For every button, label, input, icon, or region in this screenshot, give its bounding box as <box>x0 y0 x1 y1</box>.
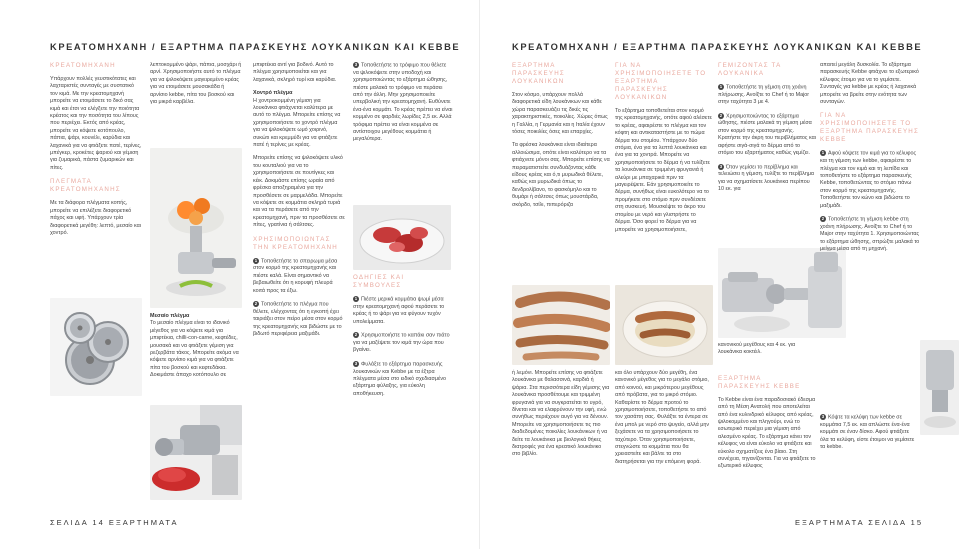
column-1 <box>512 62 610 215</box>
medium-plate-subheading: Μεσαίο πλέγμα <box>150 313 190 319</box>
step-number-1: 1 <box>254 257 258 263</box>
grinder-step-2: 2 Τοποθετήστε το πλέγμα που θέλετε, ελέγχοντας ότι η εγκοπή έχει ταιριάξει στον πείρο μέσα στον κορμό της κρεατομηχανής και βιδώστε με το βιδωτό περιφέρεια μαξιμάδι. <box>253 300 343 338</box>
section-heading-tips: ΟΔΗΓΙΕΣ ΚΑΙ ΣΥΜΒΟΥΛΕΣ <box>353 274 405 289</box>
page-15 <box>480 0 959 549</box>
column-4-lower <box>820 414 918 457</box>
column-3 <box>718 62 816 200</box>
sausage-intro-paragraph: Στον κόσμο, υπάρχουν πολλά διαφορετικά είδη λουκάνικων και κάθε χώρα παρασκευάζει τις δικές τις χαρακτηριστικές, ποικιλίες. Χώρες όπως η Γαλλία, η Γερμανία και η Ιταλία έχουν τόσες ποικιλίες όσες και επαρχίες. <box>512 92 608 136</box>
coarse-plate-paragraph: Η χοντροκομμένη γέμιση για λουκάνικα φτιάχνεται καλύτερα με αυτό το πλέγμα. Μπορείτε επίσης να χρησιμοποιήσετε το χοντρό πλέγμα για να ψιλοκόψετε ωμό χοιρινό, συκώτι και κρεμμύδι για να φτιάξετε πατέ ή τερίνες με κρέας. <box>253 97 341 149</box>
tip-number-1: 1 <box>354 296 358 301</box>
section-heading-filling-sausages: ΓΕΜΙΖΟΝΤΑΣ ΤΑ ΛΟΥΚΑΝΙΚΑ <box>718 62 782 77</box>
kebbe-intro-paragraph: Το Kebbe είναι ένα παραδοσιακό έδεσμα από τη Μέση Ανατολή που αποτελείται από ένα κυλινδρικό κέλυφος από κρέας, ψιλοκομμένο και πληγούρι, ενώ το εσωτερικό περιέχει μια γέμιση από αλεσμένο κρέας. Το εξάρτημα κάνει τον κέλυφος να είναι εύκολο να φτιάξετε και εύκολο σχηματίζεις ένα βίαιο. Στη συνέχεια, τηγανίζονται. Για να φτιάξετε το εξωτερικό κέλυφος <box>718 396 816 470</box>
tip-number-3: 3 <box>354 360 358 366</box>
column-2 <box>150 62 242 112</box>
minced-meat-photo <box>353 205 451 270</box>
tip-number-2: 2 <box>354 332 358 338</box>
tip-3: 3 Φυλάξτε το εξάρτημα παρασκευής λουκανικών και Kebbe με τα έξτρα πλέγματα μέσα στο ειδικό σχεδιασμένο εξάρτημα φύλαξης, για εύκολη αποθήκευση. <box>353 360 447 397</box>
column-2 <box>615 62 713 240</box>
sausage-casing-paragraph: και όλο υπάρχουν δύο μεγέθη, ένα κανονικό μέγεθος για το μεγάλο στόμιο, από κοινού, και μικρότερου μεγέθους από πρόβατα, για το μικρό στόμιο. Καθαρίστε το δέρμα προτού το χρησιμοποιήσετε, τοποθετήστε το από τον χασάπη σας. Φυλάξτε τα έντερα σε ένα μπολ με νερό στο ψυγείο, αλλά μην ξεχάσετε να τα χρησιμοποιήσετε το ταχύτερο. Όταν χρησιμοποιήσετε, στεγνώστε τα κομμάτια που θα χρειαστείτε και βάλτε τα στο διατηρήσεται για την επόμενη φορά. <box>615 370 710 465</box>
column-1-lower <box>512 370 610 465</box>
filling-step-2: 2 Χρησιμοποιώντας το εξάρτημα ώθησης, πιέστε μαλακά τη γέμιση μέσα στον κορμό της κρεατομηχανής. Κρατήστε την άκρη του περιβλήματος και αφήστε σιγά-σιγά το δέρμα από το στόμιο του εξαρτήματος καθώς γεμίζει. <box>718 112 816 157</box>
page-footer: ΣΕΛΙΔΑ 14 ΕΞΑΡΤΗΜΑΤΑ <box>50 518 179 527</box>
sausage-attachment-paragraph: Το εξάρτημα τοποθετείται στον κορμό της κρεατομηχανής, οπότε αφού αλέσετε το κρέας, αφαιρέστε το πλέγμα και τον κόφτη και αντικαταστήστε με το πώμα δέρμα του στομίου. Υπάρχουν δύο στόμια, ένα για τα λεπτά λουκάνικα και ένα για τα χοντρά. Μπορείτε να χρησιμοποιήσετε το δέρμα ή να τυλίξετε τα λουκάνικα σε τριμμένη φρυγανιά ή αλεύρι με μπαχαρικά πριν τα μαγειρέψετε. Εάν χρησιμοποιείτε το δέρμα, συνήθως είναι ευκολότερο να το προμήκετε στο στόμιο πριν συνδέσετε στη συσκευή. Μουσκέψτε το άκρο του στομίου με νερό και γλιστρήστε το δέρμα. Όσο φορεί το δέρμα για να μπορείτε να χρησιμοποιήσετε, <box>615 108 712 233</box>
grinder-step-1: 1 Τοποθετήστε το σπειρωμα μέσα στον κορμό της κρεατομηχανής και πιέστε καλά. Είναι σημαντικό να βεβαιωθείτε ότι η κορυφή πλευρά κοιτά προς τα έξω. <box>253 257 338 294</box>
kebbe-step-3: 3 Κόψτε τα κελύφη των kebbe σε κομμάτια 7,5 εκ. και απλώστε ένα-ένα κομμάτι σε έναν δίσκο. Αφού φτιάξετε όλα τα κελύφη, είστε έτοιμοι να γεμίσετε τα kebbe. <box>820 414 915 451</box>
step-number-3: 3 <box>821 414 825 419</box>
column-2-lower <box>150 313 242 386</box>
fine-plate-paragraph-continued: λεπτοκομμένο ψάρι, πάπια, μοσχάρι ή αρνί. Χρησιμοποιήστε αυτό το πλέγμα για να ψιλοκόψετε μαγειρεμένο κρέας για να ετοιμάσετε μουσακάδα ή αρνίσιο kebbe, πίτα του βοσκού και για μικρά καρβέλα. <box>150 62 242 106</box>
page-14 <box>0 0 479 549</box>
column-4 <box>353 62 453 150</box>
spacer <box>718 363 816 375</box>
section-heading-grinder-plates: ΠΛΕΓΜΑΤΑ ΚΡΕΑΤΟΜΗΧΑΝΗΣ <box>50 178 121 194</box>
tip-1: 1 Πιέστε μερικά κομμάτια ψωμί μέσα στην κρεατομηχανή αφού περάσετε το κρέας ή το ψάρι για να φύγουν τυχόν υπολείμματα. <box>353 296 445 325</box>
sausages-plate-photo <box>615 285 713 365</box>
sausages-photo <box>512 285 610 365</box>
section-heading-sausage-attachment: ΕΞΑΡΤΗΜΑ ΠΑΡΑΣΚΕΥΗΣ ΛΟΥΚΑΝΙΚΩΝ <box>512 62 565 85</box>
sausage-fresh-paragraph: Τα φρέσκα λουκάνικα είναι ιδιαίτερα αλλοιώσιμα, οπότε είναι καλύτερο να τα φτιάχνετε μόνοι σας. Μπορείτε επίσης να πειραματιστείτε συνδυάζοντας κάθε είδους κρέας και ό,τι μυρωδικά θέλετε, καθώς και μυρωδικά όπως το δενδρολίβανο, το φασκόμηλο και το θυμάρι ή σάλτσες όπως μουστάρδα, σκόρδο, τσίλι, πιπερόριζα <box>512 142 610 208</box>
grinder-step-3: 3 Τοποθετήστε το τρόφιμο που θέλετε να ψιλοκόψετε στην υποδοχή και χρησιμοποιώντας το εξάρτημα ώθησης, πιέστε μαλακά το τρόφιμο να περάσει από την άλλη. Μην χρησιμοποιείτε υπερβολική την κρεατομηχανή. Ευθύνετε ένα-ένα κομμάτι. Το κρέας πρέπει να είναι κομμένο σε φαρδιές λωρίδες 2,5 εκ. Αλλά τρόφιμα πρέπει να είναι κομμένα σε αντίστοιχου μεγέθους κομμάτια ή μεγαλύτερα. <box>353 62 453 143</box>
kebbe-attachment-photo <box>920 340 959 435</box>
column-4 <box>820 62 920 260</box>
page-header: ΚΡΕΑΤΟΜΗΧΑΝΗ / ΕΞΑΡΤΗΜΑ ΠΑΡΑΣΚΕΥΗΣ ΛΟΥΚΑΝΙΚΩΝ ΚΑΙ ΚΕΒΒΕ <box>50 42 461 52</box>
medium-plate-paragraph-continued: μπιφτέκια αντί για βοδινό. Αυτό το πλέγμα χρησιμοποιείται και για λαχανικά, σκληρό τυρί και καρύδια. <box>253 62 337 83</box>
step-number-2: 2 <box>719 112 723 118</box>
filling-step-3: 3 Όταν γεμίσει το περίβλημα και τελειώσει η γέμιση, τυλίξτε το περίβλημα για να σχηματίσετε λουκάνικα περίπου 10 εκ. για <box>718 163 815 193</box>
sausage-variety-paragraph: ή λεμόνι. Μπορείτε επίσης να φτιάξετε λουκάνικα με θαλασσινά, καρδιά ή ψάρια. Στα περισσότερα είδη γέμισης για λουκάνικα προσθέτουμε και τριμμένη φρυγανιά για να συγκρατείται το υγρό, δίνεται και να ελαφρύνουν την υφή, ενώ συνήθως περιέχουν αυγό για να δένουν. Μπορείτε να χρησιμοποιήσετε τις πιο διαδεδομένες ποικιλίες λουκάνικων ή να δείτε τα λουκάνικα με βιολογικά θήκες διατροφές για ένα κρεατικό λουκάνικο στο βιβλίο. <box>512 370 610 458</box>
filling-step-1: 1 Τοποθετήστε τη γέμιση στη χοάνη πλήρωσης. Ανοίξτε το Chef ή το Major στην ταχύτητα 3 με 4. <box>718 84 810 106</box>
step-number-3: 3 <box>354 62 358 67</box>
step-number-1: 1 <box>719 84 723 89</box>
column-4-lower <box>353 274 453 404</box>
kebbe-step-1: 1 Αφού κόψετε τον κιμά για το κέλυφος και τη γέμιση των kebbe, αφαιρέστε το πλέγμα και τον κιμά και τη λεπίδα και τοποθετήστε το εξάρτημα παρασκευής Kebbe, τοποθετώντας το στόμιο πάνω στον κορμό της κρεατομηχανής. Τοποθετήστε τον κώνο και βιδώστε το μαξιμάδι. <box>820 150 917 209</box>
grinder-vegetables-photo <box>150 148 242 308</box>
grinder-plates-photo <box>50 298 142 396</box>
page-footer: ΕΞΑΡΤΗΜΑΤΑ ΣΕΛΙΔΑ 15 <box>795 518 924 527</box>
medium-plate-paragraph: Το μεσαίο πλέγμα είναι το ιδανικό μέγεθος για να κόψετε κιμά για μπιφτέκια, chilli-con-carne, κεφτέδες, μουσακά και να φτιάξετε γέμιση για ρεζερβάτα τάκος. Μπορείτε ακόμα να κόψετε αρνίσιο κιμά για να φτιάξετε πίτα του βοσκού και κεφτεδάκια. Δοκιμάστε άπαχο κοτόπουλο σε <box>150 320 239 379</box>
kitchen-machine-photo <box>718 248 846 338</box>
column-3-lower <box>718 342 816 477</box>
section-heading-using-grinder: ΧΡΗΣΙΜΟΠΟΙΩΝΤΑΣ ΤΗΝ ΚΡΕΑΤΟΜΗΧΑΝΗ <box>253 235 338 251</box>
step-number-3: 3 <box>719 163 723 169</box>
meat-grinder-photo <box>150 405 242 500</box>
intro-paragraph: Υπάρχουν πολλές γευστικότατες και λαχταριστές συνταγές με συστατικό τον κιμά. Με την κρεατομηχανή μπορείτε να ετοιμάσετε το δικό σας κιμά και έτσι να ελέγξετε την ποιότητα κρέατος και την ποσότητα του λίπους που περιέχει. Εκτός από κρέας, μπορείτε να κόψετε κοτόπουλο, πάπια, ψάρι, κουνέλι, καρύδια και λαχανικά για να φτιάξετε πατέ, τερίνες, μπέγκερ, κροκέτες ψαριού και γέμιση για ζυμαρικά, πάστα ζυμαρικών και πίτες. <box>50 76 142 171</box>
coarse-plate-subheading: Χοντρό πλέγμα <box>253 90 293 97</box>
column-2-lower <box>615 370 713 472</box>
section-heading-kebbe-attachment: ΕΞΑΡΤΗΜΑ ΠΑΡΑΣΚΕΥΗΣ ΚΕΒΒΕ <box>718 374 801 390</box>
kebbe-step-2: 2 Τοποθετήστε τη γέμιση kebbe στη χοάνη πλήρωσης. Ανοίξτε το Chef ή το Major στην ταχύτητα 1. Χρησιμοποιώντας το εξάρτημα ώθησης, σπρώξτε μαλακά το μείγμα μέσα από τη μηχανή. <box>820 216 920 253</box>
plates-paragraph: Με τα διάφορα πλέγματα κοπής, μπορείτε να επιλέξετε διαφορετικό πάχος και υφή. Υπάρχουν τρία διαφορετικά μεγέθη: λεπτό, μεσαίο και χοντρό. <box>50 200 141 236</box>
step-number-2: 2 <box>821 216 825 222</box>
section-heading-meat-grinder: ΚΡΕΑΤΟΜΗΧΑΝΗ <box>50 62 116 69</box>
section-heading-use-sausage-attachment: ΓΙΑ ΝΑ ΧΡΗΣΙΜΟΠΟΙΗΣΕΤΕ ΤΟ ΕΞΑΡΤΗΜΑ ΠΑΡΑΣΚΕΥΗΣ ΛΟΥΚΑΝΙΚΩΝ <box>615 62 707 101</box>
step-number-2: 2 <box>254 300 258 306</box>
section-heading-use-kebbe-attachment: ΓΙΑ ΝΑ ΧΡΗΣΙΜΟΠΟΙΗΣΕΤΕ ΤΟ ΕΞΑΡΤΗΜΑ ΠΑΡΑΣΚΕΥΗΣ KEBBE <box>820 112 919 144</box>
page-header: ΚΡΕΑΤΟΜΗΧΑΝΗ / ΕΞΑΡΤΗΜΑ ΠΑΡΑΣΚΕΥΗΣ ΛΟΥΚΑΝΙΚΩΝ ΚΑΙ ΚΕΒΒΕ <box>512 42 923 52</box>
column-3 <box>253 62 345 344</box>
coarse-plate-extra-paragraph: Μπορείτε επίσης να ψιλοκόψετε υλικό του κουταλιού για να το χρησιμοποιήσετε σε πουτίγκες και κέικ. Δοκιμάστε επίσης ωραία από φρέσκα αποξηραμένα για την προσθέσετε σε μαρμελάδα. Μπορείτε να κόψετε σε κομμάτια σκληρά τυριά και να τα περάσετε από την κρεατομηχανή, πριν τα προσθέσετε σε πίτες, γρατίνια ή σάλτσες. <box>253 155 345 229</box>
sausage-length-caption: κανονικού μεγέθους και 4 εκ. για λουκάνικα κοκτέιλ. <box>718 342 796 356</box>
tip-2: 2 Χρησιμοποιήστε το καπάκι σαν πιάτο για να μαζέψετε τον κιμά την ώρα που βγαίνει. <box>353 332 450 354</box>
kebbe-intro-continued: απαιτεί μεγάλη δυσκολία. Το εξάρτημα παρασκευής Kebbe φτιάχνει το εξωτερικό κέλυφος έτοιμο για να το γεμίσετε. Συνταγές για kebbe με κρέας ή λαχανικά μπορείτε να βρείτε στην ενότητα των συνταγών. <box>820 62 919 106</box>
step-number-1: 1 <box>821 150 825 156</box>
